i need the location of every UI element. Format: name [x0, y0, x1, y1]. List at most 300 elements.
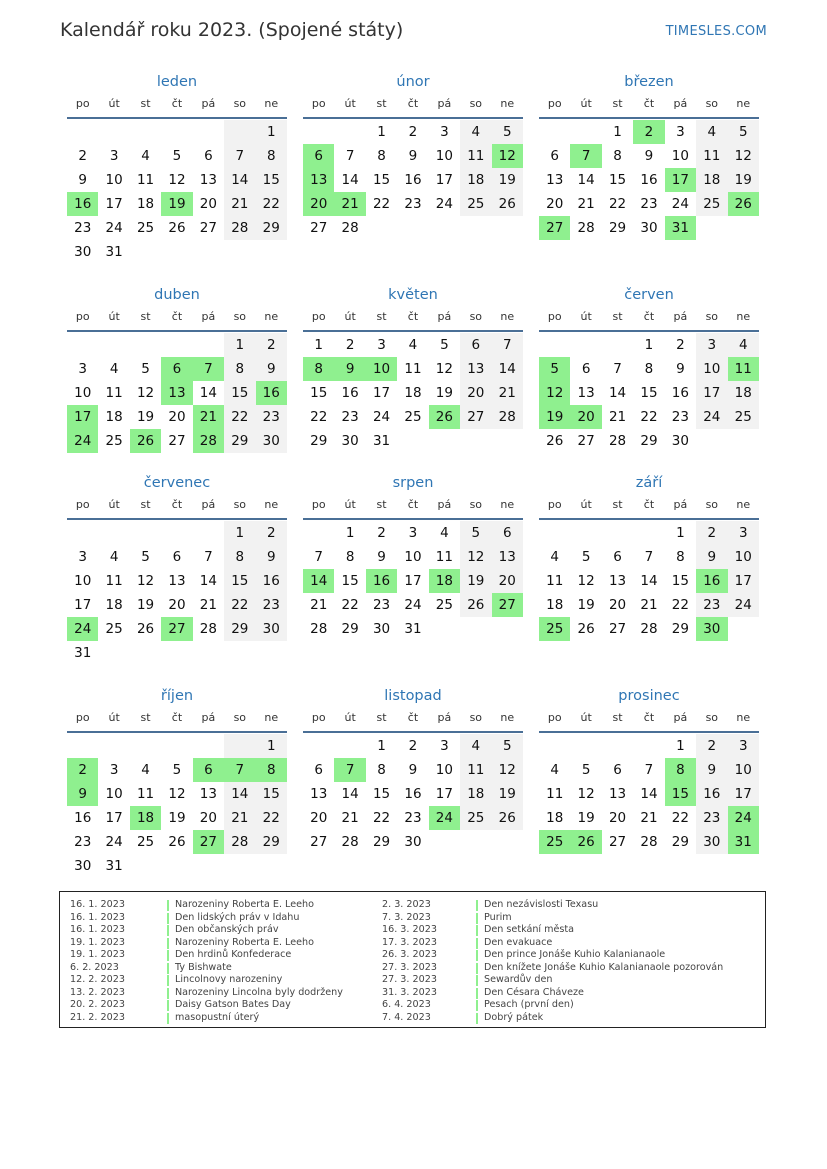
day-cell: 27	[199, 220, 217, 236]
empty-cell	[67, 120, 98, 144]
holiday-date: 20. 2. 2023	[70, 999, 125, 1010]
day-cell: 16	[256, 569, 287, 593]
holiday-day-cell: 16	[256, 381, 287, 405]
holiday-date: 6. 2. 2023	[70, 961, 119, 973]
day-cell: 16	[341, 385, 359, 401]
weekday-label: čt	[407, 711, 419, 724]
day-cell: 22	[310, 409, 328, 425]
holiday-name: Narozeniny Lincolna byly dodrženy	[175, 986, 343, 998]
day-grid	[303, 521, 523, 641]
day-cell: 1	[676, 525, 685, 541]
weekday-label: st	[140, 97, 151, 110]
holiday-day-cell: 9	[334, 357, 365, 381]
day-cell: 3	[440, 738, 449, 754]
weekday-label: út	[344, 711, 356, 724]
day-cell: 10	[728, 545, 759, 569]
day-cell: 13	[577, 385, 595, 401]
day-cell: 16	[696, 782, 727, 806]
day-cell: 22	[256, 192, 287, 216]
holiday-marker	[476, 900, 478, 911]
day-grid	[67, 734, 287, 878]
weekday-label: ne	[500, 498, 515, 511]
empty-cell	[224, 120, 255, 144]
holiday-date: 21. 2. 2023	[70, 1011, 125, 1023]
day-cell: 23	[74, 834, 92, 850]
weekday-header	[67, 307, 287, 332]
holiday-date: 16. 1. 2023	[70, 911, 125, 923]
day-cell: 31	[372, 433, 391, 449]
weekday-label: čt	[407, 310, 419, 323]
day-cell: 20	[168, 597, 186, 613]
day-cell: 9	[676, 361, 685, 377]
day-cell: 7	[613, 361, 622, 377]
month-8	[539, 471, 759, 641]
empty-cell	[570, 521, 601, 545]
holiday-marker	[476, 1013, 478, 1024]
holiday-name: Den lidských práv v Idahu	[175, 911, 300, 923]
empty-cell	[633, 734, 664, 758]
empty-cell	[161, 734, 192, 758]
weekday-label: ne	[264, 310, 279, 323]
day-cell: 19	[728, 168, 759, 192]
holiday-day-cell: 26	[130, 429, 161, 453]
day-cell: 14	[640, 573, 658, 589]
day-cell: 28	[310, 621, 328, 637]
day-cell: 21	[608, 409, 627, 425]
holiday-day-cell: 16	[696, 569, 727, 593]
day-cell: 28	[224, 830, 255, 854]
day-cell: 19	[577, 810, 595, 826]
day-cell: 23	[640, 196, 658, 212]
day-cell: 25	[696, 192, 727, 216]
holiday-name: Ty Bishwate	[175, 961, 232, 973]
day-cell: 11	[404, 361, 422, 377]
empty-cell	[539, 734, 570, 758]
day-cell: 18	[546, 810, 564, 826]
empty-cell	[602, 333, 633, 357]
day-cell: 23	[372, 597, 391, 613]
holiday-marker	[476, 913, 478, 924]
weekday-label: so	[233, 711, 247, 724]
day-cell: 14	[341, 172, 359, 188]
day-cell: 9	[256, 545, 287, 569]
holiday-name: Dobrý pátek	[484, 1011, 544, 1023]
day-cell: 22	[224, 405, 255, 429]
day-cell: 22	[341, 597, 359, 613]
day-cell: 31	[105, 244, 123, 260]
month-name: prosinec	[618, 688, 680, 704]
day-cell: 23	[256, 405, 287, 429]
day-cell: 21	[640, 597, 658, 613]
day-cell: 18	[105, 597, 123, 613]
holiday-day-cell: 18	[429, 569, 460, 593]
day-cell: 14	[341, 786, 359, 802]
holiday-day-cell: 27	[193, 830, 224, 854]
day-cell: 25	[105, 621, 123, 637]
empty-cell	[334, 120, 365, 144]
empty-cell	[602, 734, 633, 758]
weekday-label: ne	[264, 498, 279, 511]
holiday-day-cell: 15	[665, 782, 696, 806]
weekday-header	[539, 708, 759, 733]
day-cell: 7	[644, 549, 654, 565]
weekday-label: st	[140, 310, 151, 323]
day-cell: 6	[492, 521, 523, 545]
empty-cell	[633, 521, 664, 545]
day-cell: 17	[74, 597, 92, 613]
holiday-day-cell: 6	[303, 144, 334, 168]
weekday-label: ne	[264, 711, 279, 724]
holiday-marker	[167, 938, 169, 949]
day-cell: 12	[168, 172, 186, 188]
day-cell: 4	[109, 361, 119, 377]
day-cell: 30	[341, 433, 359, 449]
holiday-day-cell: 6	[161, 357, 192, 381]
day-cell: 24	[728, 593, 759, 617]
day-cell: 29	[310, 433, 328, 449]
day-cell: 9	[78, 172, 87, 188]
day-cell: 5	[141, 549, 150, 565]
month-0	[67, 70, 287, 264]
weekday-label: pá	[673, 97, 688, 110]
day-cell: 12	[577, 573, 595, 589]
day-cell: 24	[404, 597, 422, 613]
day-cell: 25	[460, 806, 491, 830]
day-cell: 5	[581, 762, 591, 778]
day-cell: 21	[492, 381, 523, 405]
day-cell: 4	[141, 762, 150, 778]
day-cell: 11	[696, 144, 727, 168]
weekday-label: pá	[201, 97, 216, 110]
day-cell: 8	[613, 148, 622, 164]
holiday-day-cell: 17	[665, 168, 696, 192]
day-cell: 9	[377, 549, 386, 565]
day-cell: 22	[671, 597, 689, 613]
day-cell: 15	[256, 782, 287, 806]
empty-cell	[570, 120, 601, 144]
day-cell: 26	[492, 806, 523, 830]
holiday-day-cell: 12	[539, 381, 570, 405]
day-cell: 7	[314, 549, 323, 565]
holiday-day-cell: 18	[130, 806, 161, 830]
day-cell: 1	[377, 124, 386, 140]
day-cell: 18	[546, 597, 564, 613]
holiday-day-cell: 25	[539, 617, 570, 641]
day-cell: 8	[377, 762, 386, 778]
holiday-date: 16. 3. 2023	[382, 924, 437, 935]
day-cell: 26	[577, 621, 595, 637]
holiday-date: 19. 1. 2023	[70, 949, 125, 960]
day-cell: 26	[168, 834, 186, 850]
day-cell: 27	[608, 834, 627, 850]
day-cell: 21	[341, 810, 359, 826]
day-cell: 7	[204, 549, 213, 565]
day-cell: 4	[460, 734, 491, 758]
holiday-marker	[167, 975, 169, 986]
holiday-day-cell: 16	[366, 569, 397, 593]
day-cell: 17	[435, 172, 453, 188]
holiday-date: 17. 3. 2023	[382, 936, 437, 948]
weekday-label: po	[75, 498, 90, 511]
day-cell: 29	[341, 621, 359, 637]
day-cell: 21	[224, 806, 255, 830]
day-cell: 3	[78, 549, 87, 565]
day-cell: 12	[136, 385, 155, 401]
day-cell: 5	[492, 734, 523, 758]
empty-cell	[570, 333, 601, 357]
holiday-date: 12. 2. 2023	[70, 974, 125, 985]
holiday-name: Den prince Jonáše Kuhio Kalanianaole	[484, 949, 666, 960]
day-grid	[303, 120, 523, 240]
day-cell: 17	[728, 569, 759, 593]
day-cell: 24	[372, 409, 391, 425]
holiday-day-cell: 9	[67, 782, 98, 806]
day-cell: 3	[728, 521, 759, 545]
holiday-name: Den Césara Cháveze	[484, 986, 584, 998]
day-cell: 11	[460, 758, 491, 782]
day-cell: 11	[435, 549, 453, 565]
day-cell: 28	[577, 220, 595, 236]
day-cell: 8	[256, 144, 287, 168]
weekday-label: čt	[171, 498, 183, 511]
day-cell: 6	[550, 148, 559, 164]
day-grid	[67, 120, 287, 264]
day-cell: 2	[345, 337, 355, 353]
day-cell: 23	[74, 220, 92, 236]
day-cell: 5	[141, 361, 150, 377]
day-cell: 3	[440, 124, 449, 140]
weekday-header	[303, 94, 523, 119]
day-cell: 3	[676, 124, 685, 140]
holiday-name: Den občanských práv	[175, 924, 279, 935]
day-cell: 8	[345, 549, 355, 565]
empty-cell	[539, 521, 570, 545]
day-cell: 16	[671, 385, 689, 401]
day-cell: 23	[696, 806, 727, 830]
holiday-date: 7. 3. 2023	[382, 911, 431, 923]
day-cell: 19	[435, 385, 453, 401]
day-cell: 27	[608, 621, 627, 637]
day-cell: 4	[728, 333, 759, 357]
month-name: duben	[154, 287, 200, 303]
holiday-date: 7. 4. 2023	[382, 1011, 431, 1023]
day-cell: 30	[74, 244, 92, 260]
holiday-day-cell: 25	[539, 830, 570, 854]
weekday-label: po	[547, 711, 562, 724]
day-cell: 8	[676, 549, 685, 565]
day-cell: 14	[224, 168, 255, 192]
day-cell: 9	[408, 148, 418, 164]
month-2	[539, 70, 759, 240]
day-cell: 1	[613, 124, 622, 140]
day-cell: 17	[728, 782, 759, 806]
site-link[interactable]: TIMESLES.COM	[665, 24, 767, 39]
day-cell: 4	[440, 525, 449, 541]
day-cell: 30	[640, 220, 658, 236]
day-cell: 19	[168, 810, 186, 826]
day-cell: 16	[640, 172, 658, 188]
weekday-label: so	[233, 310, 247, 323]
day-cell: 11	[546, 786, 564, 802]
day-cell: 1	[256, 734, 287, 758]
weekday-label: po	[75, 711, 90, 724]
holiday-name: Den nezávislosti Texasu	[484, 899, 599, 910]
day-cell: 14	[640, 786, 658, 802]
weekday-label: pá	[673, 498, 688, 511]
day-cell: 18	[460, 168, 491, 192]
day-cell: 9	[696, 758, 727, 782]
month-name: leden	[156, 74, 198, 90]
day-cell: 30	[671, 433, 689, 449]
holiday-day-cell: 2	[67, 758, 98, 782]
holiday-date: 6. 4. 2023	[382, 999, 431, 1010]
day-cell: 6	[581, 361, 591, 377]
day-cell: 20	[310, 810, 328, 826]
weekday-label: st	[612, 711, 623, 724]
month-6	[67, 471, 287, 665]
holiday-marker	[476, 938, 478, 949]
holiday-marker	[167, 950, 169, 961]
day-cell: 6	[613, 549, 622, 565]
day-cell: 5	[728, 120, 759, 144]
day-cell: 10	[105, 786, 123, 802]
weekday-label: út	[108, 711, 120, 724]
day-cell: 25	[105, 433, 123, 449]
day-cell: 3	[696, 333, 727, 357]
month-1	[303, 70, 523, 240]
day-cell: 19	[136, 409, 155, 425]
weekday-label: út	[580, 97, 592, 110]
day-cell: 10	[728, 758, 759, 782]
month-3	[67, 283, 287, 453]
day-cell: 24	[696, 405, 727, 429]
month-name: září	[635, 475, 663, 491]
weekday-label: po	[311, 310, 326, 323]
weekday-label: st	[376, 498, 387, 511]
day-cell: 29	[372, 834, 391, 850]
day-cell: 26	[460, 593, 491, 617]
holiday-name: Lincolnovy narozeniny	[175, 974, 283, 985]
day-cell: 20	[492, 569, 523, 593]
day-cell: 22	[640, 409, 658, 425]
weekday-label: po	[311, 498, 326, 511]
day-cell: 17	[105, 810, 123, 826]
empty-cell	[67, 521, 98, 545]
holiday-name: Den setkání města	[484, 924, 575, 935]
holiday-day-cell: 10	[366, 357, 397, 381]
holiday-date: 16. 1. 2023	[70, 924, 125, 935]
empty-cell	[224, 734, 255, 758]
day-cell: 28	[608, 433, 627, 449]
day-cell: 4	[696, 120, 727, 144]
day-cell: 22	[372, 810, 391, 826]
holiday-day-cell: 7	[570, 144, 601, 168]
holiday-day-cell: 27	[161, 617, 192, 641]
day-cell: 25	[728, 405, 759, 429]
weekday-label: pá	[437, 97, 452, 110]
holiday-name: Purim	[484, 911, 512, 923]
day-cell: 13	[199, 786, 217, 802]
holiday-marker	[476, 963, 478, 974]
month-5	[539, 283, 759, 453]
day-cell: 16	[404, 172, 422, 188]
weekday-label: út	[580, 498, 592, 511]
holiday-name: Den evakuace	[484, 936, 553, 948]
day-cell: 9	[696, 545, 727, 569]
empty-cell	[130, 734, 161, 758]
day-cell: 29	[640, 433, 658, 449]
weekday-label: so	[705, 711, 719, 724]
day-cell: 31	[105, 858, 123, 874]
weekday-label: po	[547, 310, 562, 323]
weekday-label: čt	[171, 310, 183, 323]
weekday-label: čt	[643, 97, 655, 110]
month-7	[303, 471, 523, 641]
day-cell: 13	[460, 357, 491, 381]
day-cell: 30	[372, 621, 391, 637]
month-name: březen	[624, 74, 674, 90]
day-cell: 6	[314, 762, 323, 778]
day-cell: 8	[224, 357, 255, 381]
weekday-label: út	[344, 97, 356, 110]
holiday-day-cell: 8	[303, 357, 334, 381]
weekday-label: so	[469, 498, 483, 511]
weekday-label: út	[344, 498, 356, 511]
day-cell: 28	[492, 405, 523, 429]
day-cell: 17	[435, 786, 453, 802]
day-cell: 21	[577, 196, 595, 212]
weekday-label: čt	[407, 498, 419, 511]
day-cell: 30	[696, 830, 727, 854]
holiday-marker	[476, 1000, 478, 1011]
day-cell: 8	[377, 148, 386, 164]
day-cell: 15	[640, 385, 658, 401]
weekday-label: pá	[201, 711, 216, 724]
empty-cell	[98, 120, 129, 144]
day-cell: 14	[199, 385, 217, 401]
day-cell: 28	[640, 834, 658, 850]
holiday-day-cell: 7	[193, 357, 224, 381]
day-cell: 19	[492, 168, 523, 192]
day-cell: 7	[644, 762, 654, 778]
day-cell: 5	[492, 120, 523, 144]
empty-cell	[193, 120, 224, 144]
weekday-label: st	[612, 97, 623, 110]
weekday-header	[303, 708, 523, 733]
weekday-label: pá	[673, 310, 688, 323]
holiday-day-cell: 7	[334, 758, 365, 782]
holiday-day-cell: 24	[728, 806, 759, 830]
day-cell: 9	[408, 762, 418, 778]
weekday-label: po	[75, 310, 90, 323]
day-cell: 14	[199, 573, 217, 589]
empty-cell	[193, 734, 224, 758]
day-cell: 30	[404, 834, 422, 850]
day-cell: 21	[224, 192, 255, 216]
weekday-label: pá	[201, 498, 216, 511]
holiday-day-cell: 19	[539, 405, 570, 429]
day-cell: 5	[460, 521, 491, 545]
month-name: únor	[396, 74, 430, 90]
month-name: listopad	[384, 688, 442, 704]
empty-cell	[98, 333, 129, 357]
weekday-header	[303, 495, 523, 520]
day-cell: 19	[136, 597, 155, 613]
day-cell: 3	[728, 734, 759, 758]
holiday-date: 27. 3. 2023	[382, 961, 437, 973]
day-cell: 1	[256, 120, 287, 144]
weekday-label: ne	[500, 310, 515, 323]
